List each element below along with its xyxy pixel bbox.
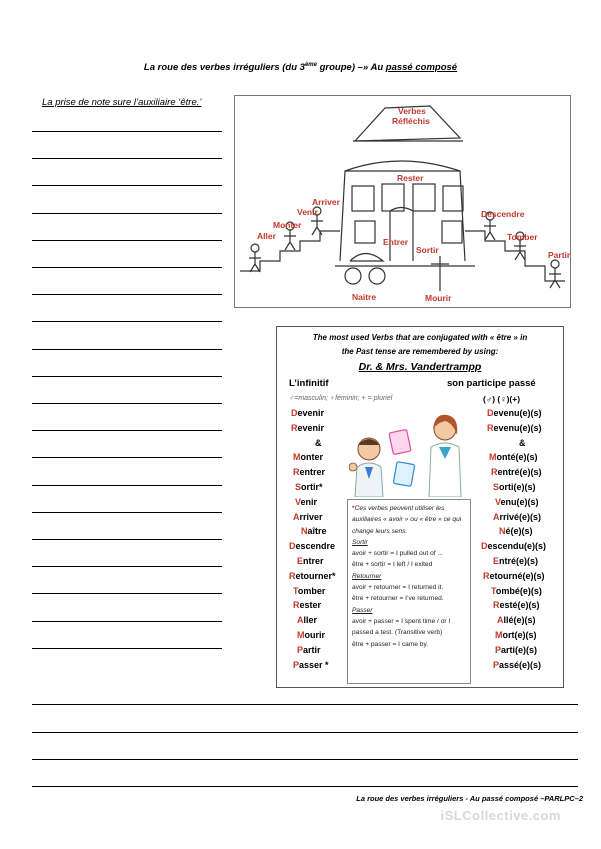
writing-line xyxy=(32,403,222,404)
infinitive-item: Mourir xyxy=(297,630,326,640)
writing-line xyxy=(32,593,222,594)
note-passer-title: Passer xyxy=(352,606,373,614)
gender-legend: ♂=masculin; ♀féminin; + = pluriel xyxy=(289,395,393,402)
participle-item: & xyxy=(519,437,526,448)
writing-line xyxy=(32,512,222,513)
participle-item: Retourné(e)(s) xyxy=(483,570,545,581)
infinitive-item: Tomber xyxy=(293,585,326,596)
label-entrer: Entrer xyxy=(383,237,409,247)
note-retourner-title: Retourner xyxy=(352,572,382,580)
label-mourir: Mourir xyxy=(425,293,452,303)
infinitive-item: Rester xyxy=(293,600,322,611)
doctors-illustration xyxy=(349,405,469,497)
infinitive-item: Devenir xyxy=(291,408,325,418)
infinitive-item: Revenir xyxy=(291,422,325,433)
participle-item: Descendu(e)(s) xyxy=(481,541,547,552)
writing-line xyxy=(32,294,222,295)
label-aller: Aller xyxy=(257,231,276,241)
writing-line xyxy=(32,704,578,705)
writing-line xyxy=(32,131,222,132)
participle-item: Devenu(e)(s) xyxy=(487,408,542,418)
writing-line xyxy=(32,457,222,458)
writing-line xyxy=(32,566,222,567)
note-retourner-etre: être + retourner = I’ve returned. xyxy=(352,595,444,603)
house-drawing xyxy=(235,96,570,307)
writing-line xyxy=(32,759,578,760)
house-illustration xyxy=(234,95,571,308)
label-naitre: Naitre xyxy=(352,292,377,302)
infinitive-item: Monter xyxy=(293,452,323,463)
label-reflechis: Réfléchis xyxy=(392,116,430,126)
watermark: iSLCollective.com xyxy=(440,808,561,823)
participle-item: Né(e)(s) xyxy=(499,526,533,537)
participle-item: Tombé(e)(s) xyxy=(491,585,542,596)
infinitive-item: Entrer xyxy=(297,556,324,566)
auxiliary-note: *Ces verbes peuvent utiliser les auxiliaires « avoir » ou « être » ce qui change leurs sens. Sortir avoir + sortir = I pulled out of ... être + sortir = I left / I exited Retourner avoir + retourner = I returned it. être + retourner = I’ve returned. Passer avoir + passer = I spent time / or I passed a test. (Transitive verb) être + passer = I came by. xyxy=(347,499,471,684)
label-descendre: Descendre xyxy=(481,209,525,219)
writing-line xyxy=(32,321,222,322)
writing-line xyxy=(32,213,222,214)
box-header-line1: The most used Verbs that are conjugated with « être » in xyxy=(312,333,528,342)
note-intro: Ces verbes peuvent utiliser les auxiliaires « avoir » ou « être » ce qui change leurs sens. xyxy=(352,505,462,535)
participle-item: Revenu(e)(s) xyxy=(487,422,542,433)
infinitive-item: Aller xyxy=(297,615,318,626)
writing-line xyxy=(32,539,222,540)
participle-item: Sorti(e)(s) xyxy=(493,482,536,492)
infinitive-item: Partir xyxy=(297,644,321,655)
participle-item: Monté(e)(s) xyxy=(489,452,538,463)
writing-line xyxy=(32,240,222,241)
writing-line xyxy=(32,732,578,733)
note-sortir-avoir: avoir + sortir = I pulled out of ... xyxy=(352,550,443,558)
participle-item: Allé(e)(s) xyxy=(497,615,536,626)
writing-line xyxy=(32,648,222,649)
participle-item: Resté(e)(s) xyxy=(493,600,540,611)
infinitive-item: Venir xyxy=(295,496,318,507)
note-sortir-etre: être + sortir = I left / I exited xyxy=(352,561,433,569)
label-monter: Monter xyxy=(273,220,302,230)
writing-line xyxy=(32,786,578,787)
infinitive-item: Rentrer xyxy=(293,467,326,478)
participle-item: Parti(e)(s) xyxy=(495,644,538,655)
infinitive-item: Naître xyxy=(301,526,327,537)
participle-item: Venu(e)(s) xyxy=(495,496,539,507)
writing-line xyxy=(32,349,222,350)
label-arriver: Arriver xyxy=(312,197,340,207)
note-heading: La prise de note sure l’auxiliaire ‘être.’ xyxy=(42,97,202,108)
writing-line xyxy=(32,185,222,186)
writing-line xyxy=(32,376,222,377)
label-sortir: Sortir xyxy=(416,245,439,255)
label-rester: Rester xyxy=(397,173,424,183)
col-participe-header: son participe passé xyxy=(447,378,536,389)
page-title: La roue des verbes irréguliers (du 3ème groupe) –» Au passé composé xyxy=(143,62,458,74)
writing-line xyxy=(32,621,222,622)
infinitive-item: Arriver xyxy=(293,511,323,522)
note-retourner-avoir: avoir + retourner = I returned it. xyxy=(352,584,444,592)
infinitive-item: Passer * xyxy=(293,659,329,670)
participle-item: Passé(e)(s) xyxy=(493,659,542,670)
vandertrampp-box xyxy=(276,326,564,688)
label-venir: Venir xyxy=(297,207,318,217)
box-mnemonic-title: Dr. & Mrs. Vandertrampp xyxy=(358,361,482,373)
label-partir: Partir xyxy=(548,250,571,260)
label-tomber: Tomber xyxy=(507,232,538,242)
col-infinitif-header: L’infinitif xyxy=(289,378,329,389)
gender-symbols: (♂) (♀)(+) xyxy=(483,394,521,404)
page-footer: La roue des verbes irréguliers - Au passé composé –PARLPC–2 xyxy=(356,794,583,803)
participle-item: Mort(e)(s) xyxy=(495,630,537,640)
infinitive-item: Retourner* xyxy=(289,570,336,581)
note-sortir-title: Sortir xyxy=(352,538,368,546)
infinitive-item: Descendre xyxy=(289,541,336,552)
writing-line xyxy=(32,267,222,268)
participle-item: Entré(e)(s) xyxy=(493,556,539,566)
note-passer-avoir: avoir + passer = I spent time / or I passed a test. (Transitive verb) xyxy=(352,617,451,637)
writing-line xyxy=(32,158,222,159)
label-verbes: Verbes xyxy=(398,106,426,116)
writing-line xyxy=(32,485,222,486)
writing-line xyxy=(32,430,222,431)
infinitive-item: & xyxy=(315,437,322,448)
participle-item: Arrivé(e)(s) xyxy=(493,511,542,522)
participle-item: Rentré(e)(s) xyxy=(491,467,542,478)
infinitive-item: Sortir* xyxy=(295,482,323,492)
note-passer-etre: être + passer = I came by. xyxy=(352,640,429,648)
box-header-line2: the Past tense are remembered by using: xyxy=(341,347,499,356)
